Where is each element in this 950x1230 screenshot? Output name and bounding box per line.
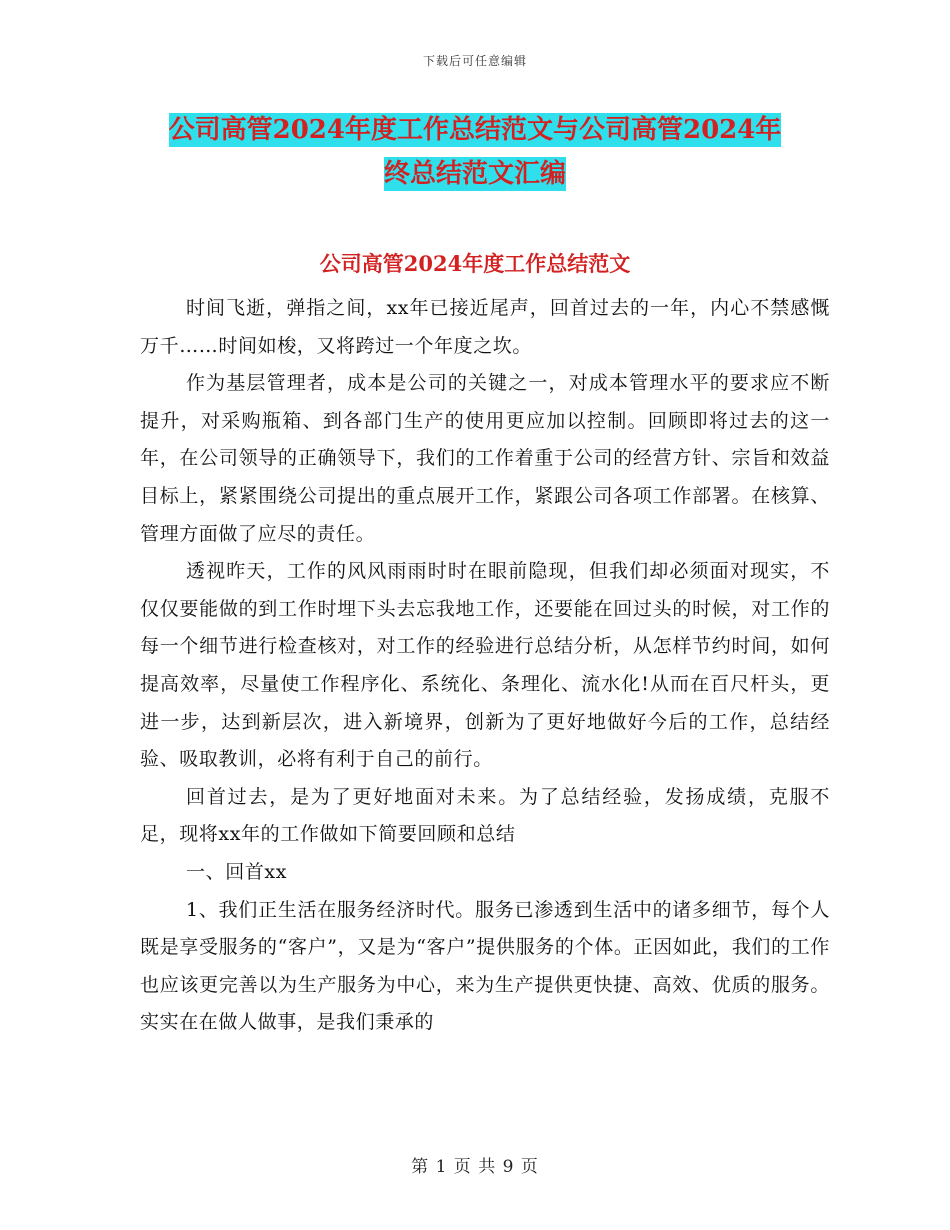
document-title-line-2 xyxy=(0,152,950,196)
header-note: 下载后可任意编辑 xyxy=(422,54,527,68)
document-title-line-1 xyxy=(0,108,950,152)
document-body xyxy=(140,290,830,1042)
paragraph-5-heading: 一、回首xx xyxy=(186,860,288,883)
document-title-line-1-text: 公司高管2024年度工作总结范文与公司高管2024年 xyxy=(168,115,782,145)
page-footer: 第 1 页 共 9 页 xyxy=(411,1157,539,1177)
document-title-line-2-text: 终总结范文汇编 xyxy=(383,159,566,189)
paragraph-4: 回首过去，是为了更好地面对未来。为了总结经验，发扬成绩，克服不足，现将xx年的工作做如下简要回顾和总结 xyxy=(140,785,830,846)
paragraph-1: 时间飞逝，弹指之间，xx年已接近尾声，回首过去的一年，内心不禁感慨万千……时间如梭，又将跨过一个年度之坎。 xyxy=(140,297,830,357)
paragraph-6: 1、我们正生活在服务经济时代。服务已渗透到生活中的诸多细节，每个人既是享受服务的“客户”，又是为“客户”提供服务的个体。正因如此，我们的工作也应该更完善以为生产服务为中心，来为生产提供更快捷、高效、优质的服务。实实在在做人做事，是我们秉承的 xyxy=(140,898,830,1034)
paragraph-3: 透视昨天，工作的风风雨雨时时在眼前隐现，但我们却必须面对现实，不仅仅要能做的到工作时埋下头去忘我地工作，还要能在回过头的时候，对工作的每一个细节进行检查核对，对工作的经验进行总结分析，从怎样节约时间，如何提高效率，尽量使工作程序化、系统化、条理化、流水化!从而在百尺杆头，更进一步，达到新层次，进入新境界，创新为了更好地做好今后的工作，总结经验、吸取教训，必将有利于自己的前行。 xyxy=(140,560,830,771)
paragraph-2: 作为基层管理者，成本是公司的关键之一，对成本管理水平的要求应不断提升，对采购瓶箱、到各部门生产的使用更应加以控制。回顾即将过去的这一年，在公司领导的正确领导下，我们的工作着重于公司的经营方针、宗旨和效益目标上，紧紧围绕公司提出的重点展开工作，紧跟公司各项工作部署。在核算、管理方面做了应尽的责任。 xyxy=(140,372,830,545)
section-title: 公司高管2024年度工作总结范文 xyxy=(319,251,631,276)
